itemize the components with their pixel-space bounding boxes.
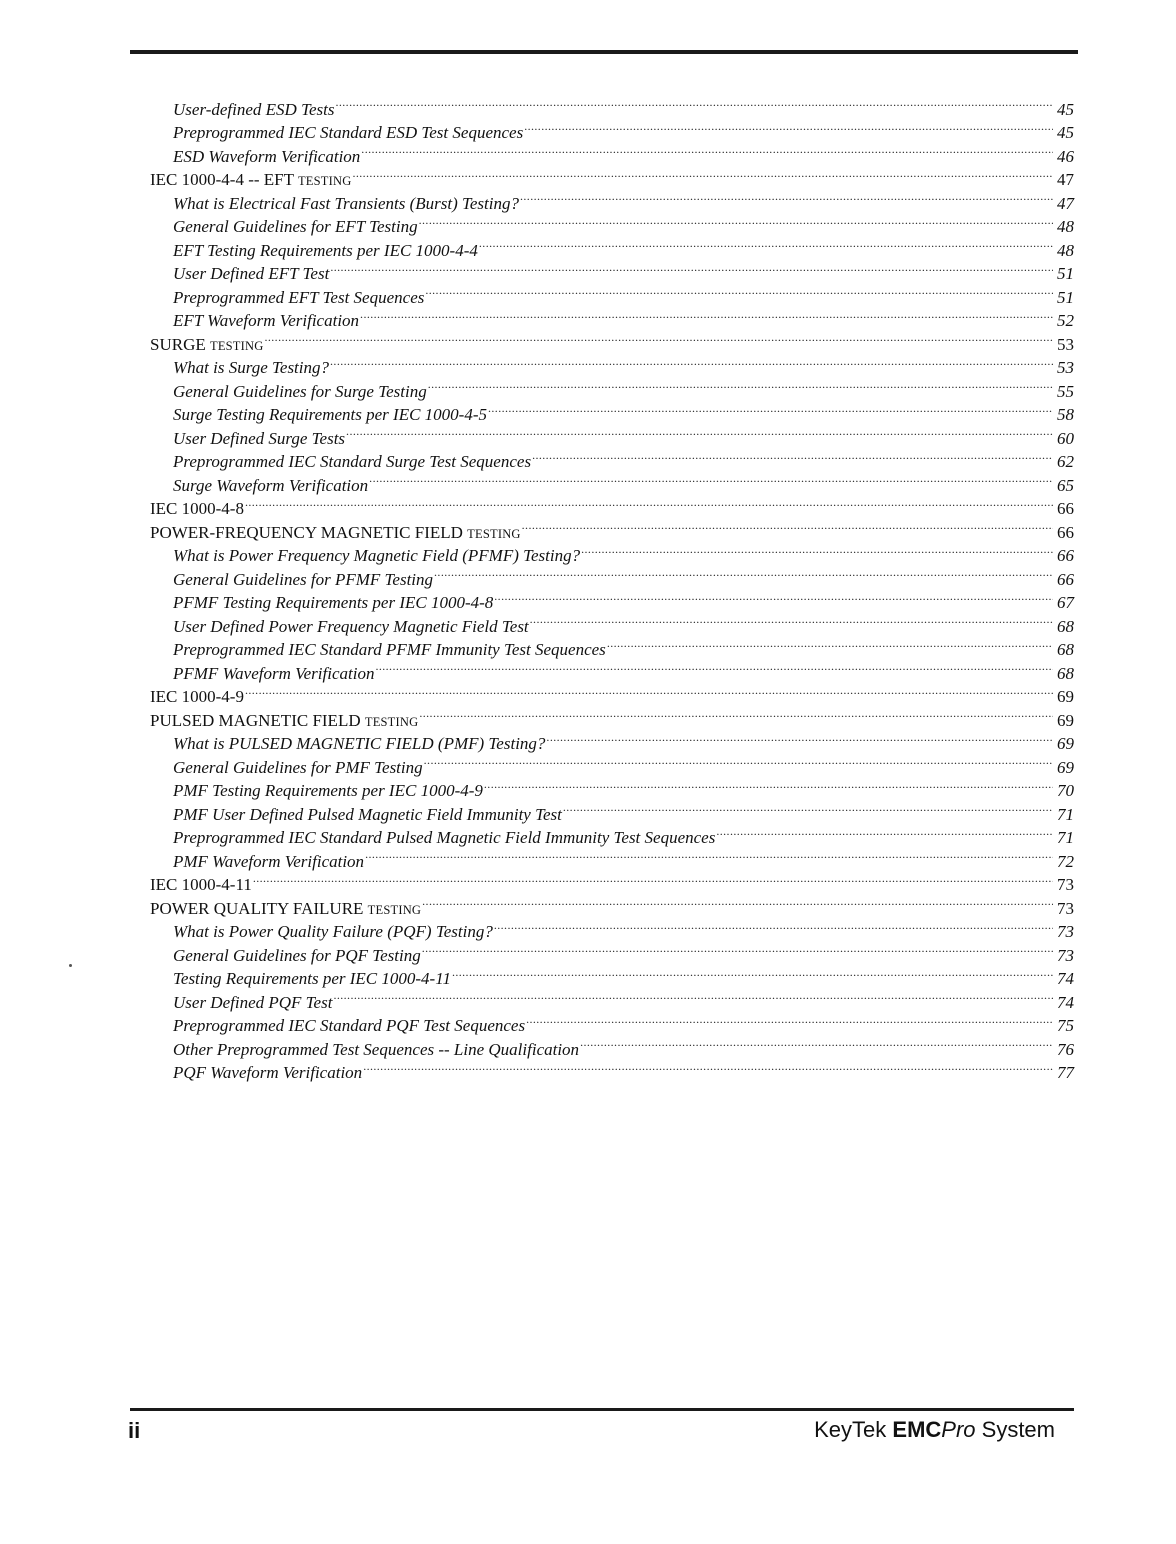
toc-entry-page: 69 (1057, 757, 1074, 777)
toc-entry-page: 68 (1057, 640, 1074, 659)
toc-entry-title-text: Preprogrammed EFT Test Sequences (173, 287, 425, 307)
toc-dot-leader (716, 820, 1053, 844)
toc-entry-page: 45 (1057, 123, 1074, 142)
toc-entry-title-text: Other Preprogrammed Test Sequences -- Line Qualification (173, 1039, 580, 1059)
toc-entry-title (173, 356, 329, 380)
toc-entry-title-smallcaps: TESTING (367, 902, 422, 917)
toc-entry-title (173, 991, 332, 1015)
toc-entry (150, 679, 1074, 706)
toc-dot-leader (253, 867, 1053, 891)
toc-entry-title-text: POWER-FREQUENCY MAGNETIC FIELD (150, 522, 468, 542)
toc-dot-leader (484, 773, 1053, 797)
toc-entry-title (173, 1014, 525, 1038)
toc-entry-title (150, 685, 244, 709)
toc-entry-page: 66 (1057, 569, 1074, 589)
footer-brand-prefix: KeyTek (814, 1417, 893, 1442)
toc-entry-title (173, 380, 427, 404)
toc-entry-title-text: User Defined EFT Test (173, 264, 330, 283)
toc-entry-page: 76 (1057, 1039, 1074, 1059)
toc-dot-leader (520, 185, 1053, 209)
toc-entry-page: 70 (1057, 781, 1074, 800)
toc-dot-leader (424, 749, 1053, 773)
toc-entry-title-text: EFT Testing Requirements per IEC 1000-4-4 (173, 240, 478, 260)
toc-dot-leader (245, 491, 1053, 515)
toc-dot-leader (532, 444, 1053, 468)
toc-dot-leader (335, 91, 1053, 115)
toc-entry-title-text: Surge Waveform Verification (173, 475, 369, 495)
toc-dot-leader (434, 561, 1053, 585)
toc-entry-page: 74 (1057, 992, 1074, 1012)
footer-page-number: ii (128, 1418, 141, 1443)
toc-entry-title (173, 568, 433, 592)
toc-dot-leader (428, 373, 1053, 397)
toc-dot-leader (333, 984, 1053, 1008)
toc-entry-page: 69 (1057, 710, 1074, 730)
toc-entry-page: 68 (1057, 663, 1074, 683)
toc-dot-leader (245, 679, 1053, 703)
toc-dot-leader (422, 937, 1053, 961)
toc-entry-title-text: SURGE (150, 334, 210, 354)
toc-entry-page: 66 (1057, 522, 1074, 542)
toc-dot-leader (522, 514, 1053, 538)
toc-entry-page: 71 (1057, 828, 1074, 847)
toc-dot-leader (363, 1055, 1053, 1079)
toc-dot-leader (330, 256, 1053, 280)
toc-dot-leader (524, 115, 1053, 139)
toc-dot-leader (264, 326, 1053, 350)
toc-entry-title-text: What is Power Frequency Magnetic Field (PFMF) Testing? (173, 546, 581, 565)
toc-entry-title (150, 521, 521, 547)
toc-entry-title-text: What is PULSED MAGNETIC FIELD (PMF) Testing? (173, 734, 546, 753)
toc-entry-title (173, 615, 529, 639)
toc-entry-title-text: Preprogrammed IEC Standard PFMF Immunity Test Sequences (173, 640, 606, 659)
toc-dot-leader (375, 655, 1053, 679)
toc-dot-leader (494, 585, 1053, 609)
footer-brand-suffix: System (975, 1417, 1055, 1442)
toc-entry-title (150, 497, 244, 521)
toc-entry-title (173, 215, 418, 239)
toc-entry-title (173, 427, 345, 451)
toc-dot-leader (346, 420, 1053, 444)
toc-dot-leader (494, 914, 1053, 938)
toc-entry-title-text: Preprogrammed IEC Standard ESD Test Sequences (173, 123, 524, 142)
toc-entry (150, 491, 1074, 518)
toc-entry-title-text: EFT Waveform Verification (173, 311, 360, 330)
toc-entry-title-text: PULSED MAGNETIC FIELD (150, 710, 365, 730)
toc-entry-page: 66 (1057, 546, 1074, 565)
toc-entry-page: 69 (1057, 734, 1074, 753)
toc-entry-page: 77 (1057, 1063, 1074, 1082)
toc-dot-leader (479, 232, 1053, 256)
toc-dot-leader (369, 467, 1053, 491)
toc-entry (150, 702, 1074, 730)
toc-dot-leader (425, 279, 1053, 303)
toc-entry-title-text: IEC 1000-4-9 (150, 687, 244, 706)
toc-entry-page: 72 (1057, 851, 1074, 871)
toc-entry-title (173, 1061, 362, 1085)
toc-entry-page: 51 (1057, 264, 1074, 283)
toc-entry-title-smallcaps: TESTING (364, 714, 419, 729)
toc-entry-title-text: PFMF Waveform Verification (173, 663, 375, 683)
toc-entry-title-text: IEC 1000-4-4 -- EFT (150, 170, 298, 189)
toc-entry-title (173, 756, 423, 780)
toc-entry-title (173, 591, 493, 615)
toc-dot-leader (452, 961, 1053, 985)
toc-entry-page: 66 (1057, 499, 1074, 518)
toc-entry-title-text: PMF User Defined Pulsed Magnetic Field Immunity Test (173, 804, 562, 824)
toc-entry-title (150, 897, 421, 923)
toc-dot-leader (563, 796, 1053, 820)
toc-entry-page: 73 (1057, 922, 1074, 941)
toc-dot-leader (330, 350, 1053, 374)
top-rule (130, 50, 1078, 54)
toc-entry-page: 52 (1057, 311, 1074, 330)
toc-entry-title-text: What is Electrical Fast Transients (Burst) Testing? (173, 193, 519, 213)
toc-entry-title-text: User Defined PQF Test (173, 992, 333, 1012)
toc-entry-page: 68 (1057, 616, 1074, 636)
toc-entry-page: 51 (1057, 287, 1074, 307)
toc-entry-page: 75 (1057, 1016, 1074, 1035)
toc-entry-page: 47 (1057, 193, 1074, 213)
toc-dot-leader (546, 726, 1053, 750)
toc-entry-title (173, 262, 329, 286)
toc-entry (150, 890, 1074, 918)
toc-entry (150, 514, 1074, 542)
toc-dot-leader (419, 209, 1053, 233)
toc-entry (150, 91, 1074, 119)
toc-entry-title-text: Preprogrammed IEC Standard Pulsed Magnetic Field Immunity Test Sequences (173, 828, 716, 847)
toc-entry-title (173, 145, 360, 169)
toc-entry-page: 48 (1057, 240, 1074, 260)
toc-entry-title-smallcaps: TESTING (209, 338, 264, 353)
toc-entry-title-text: IEC 1000-4-8 (150, 499, 244, 518)
toc-entry-title-text: General Guidelines for PFMF Testing (173, 569, 434, 589)
toc-entry-title-text: Testing Requirements per IEC 1000-4-11 (173, 969, 451, 988)
toc-entry-title-text: PMF Testing Requirements per IEC 1000-4-9 (173, 781, 483, 800)
toc-entry-page: 53 (1057, 334, 1074, 354)
toc-entry-title-text: Preprogrammed IEC Standard Surge Test Sequences (173, 452, 532, 471)
toc-dot-leader (530, 608, 1053, 632)
toc-entry-title-text: Surge Testing Requirements per IEC 1000-4-5 (173, 405, 487, 424)
toc-dot-leader (422, 890, 1053, 914)
toc-entry (150, 326, 1074, 354)
toc-entry-title-text: PFMF Testing Requirements per IEC 1000-4-8 (173, 593, 494, 612)
footer-brand-italic: Pro (941, 1417, 976, 1442)
footer-brand-bold: EMC (892, 1417, 942, 1442)
toc-entry-page: 74 (1057, 969, 1074, 988)
bottom-rule (130, 1408, 1074, 1411)
toc-entry-title-text: What is Surge Testing? (173, 358, 330, 377)
toc-entry-page: 73 (1057, 875, 1074, 894)
toc-entry-page: 48 (1057, 217, 1074, 236)
toc-entry-title (173, 98, 334, 122)
toc-entry-page: 58 (1057, 405, 1074, 424)
scan-speck (69, 964, 72, 967)
toc-dot-leader (581, 538, 1053, 562)
toc-dot-leader (361, 138, 1053, 162)
toc-entry-title-text: PMF Waveform Verification (173, 851, 365, 871)
toc-entry-title-text: User Defined Power Frequency Magnetic Field Test (173, 616, 529, 636)
toc-dot-leader (488, 397, 1053, 421)
toc-dot-leader (607, 632, 1053, 656)
toc-entry-title-text: Preprogrammed IEC Standard PQF Test Sequences (173, 1016, 526, 1035)
toc-entry-page: 65 (1057, 475, 1074, 495)
toc-entry-title-text: User-defined ESD Tests (173, 99, 335, 119)
toc-entry-page: 55 (1057, 381, 1074, 401)
toc-entry-page: 69 (1057, 687, 1074, 706)
toc-entry-title-smallcaps: TESTING (297, 174, 352, 188)
toc-entry-page: 71 (1057, 804, 1074, 824)
toc-dot-leader (352, 162, 1053, 186)
toc-entry-page: 46 (1057, 146, 1074, 166)
toc-entry-page: 67 (1057, 593, 1074, 612)
toc-entry-title-text: PQF Waveform Verification (173, 1063, 363, 1082)
toc-entry-page: 47 (1057, 170, 1074, 189)
toc-entry-title-text: POWER QUALITY FAILURE (150, 898, 368, 918)
toc-entry-title (173, 803, 562, 827)
toc-dot-leader (526, 1008, 1053, 1032)
toc-entry-title-text: User Defined Surge Tests (173, 428, 346, 448)
toc-entry-page: 45 (1057, 99, 1074, 119)
toc-dot-leader (365, 843, 1053, 867)
toc-entry-title-text: General Guidelines for Surge Testing (173, 381, 427, 401)
toc-entry-page: 53 (1057, 358, 1074, 377)
toc-entry-title-text: General Guidelines for PMF Testing (173, 757, 423, 777)
toc-entry-title-smallcaps: TESTING (467, 526, 521, 541)
toc-entry-title-text: What is Power Quality Failure (PQF) Testing? (173, 922, 493, 941)
toc-entry-title-text: General Guidelines for PQF Testing (173, 945, 421, 965)
footer-product-name (814, 1417, 1055, 1443)
toc-entry (150, 350, 1074, 377)
toc-entry-title-text: General Guidelines for EFT Testing (173, 217, 418, 236)
toc-entry-title (150, 333, 263, 359)
toc-entry (150, 867, 1074, 894)
toc-entry-title (173, 779, 483, 803)
toc-entry-title-text: IEC 1000-4-11 (150, 875, 252, 894)
toc-entry-title (150, 873, 252, 897)
toc-entry-page: 60 (1057, 428, 1074, 448)
toc-entry-page: 73 (1057, 898, 1074, 918)
toc-entry-title-text: ESD Waveform Verification (173, 146, 361, 166)
toc-entry-page: 73 (1057, 945, 1074, 965)
toc-dot-leader (580, 1031, 1053, 1055)
toc-entry-title (150, 709, 418, 735)
toc-dot-leader (419, 702, 1053, 726)
toc-entry-title (173, 944, 421, 968)
toc-entry-title (150, 168, 351, 194)
toc-dot-leader (360, 303, 1053, 327)
toc-entry-page: 62 (1057, 452, 1074, 471)
table-of-contents (150, 91, 1074, 1082)
